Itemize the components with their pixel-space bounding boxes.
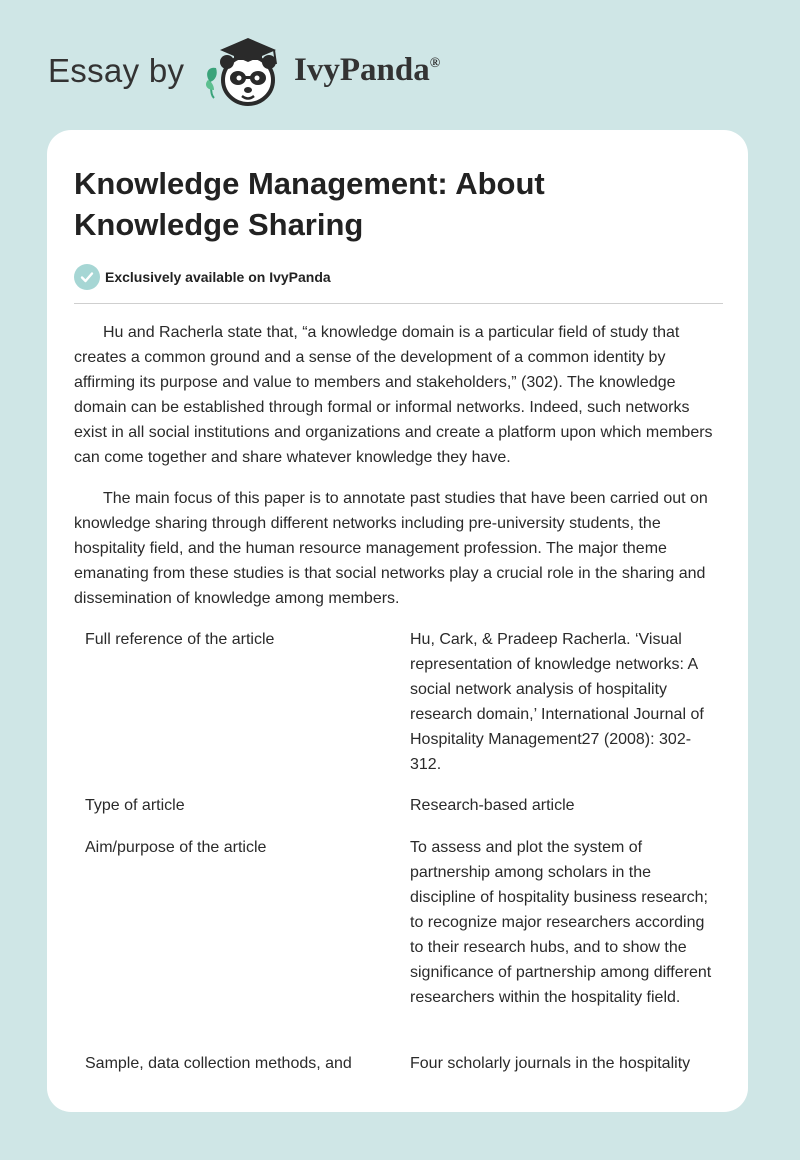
table-row-value: Research-based article — [410, 797, 575, 814]
registered-mark: ® — [429, 56, 441, 71]
essay-card — [47, 130, 748, 1112]
table-row-label: Aim/purpose of the article — [85, 839, 267, 856]
brand-name[interactable]: IvyPanda® — [294, 52, 441, 88]
check-circle-icon — [74, 264, 100, 290]
table-row-label: Full reference of the article — [85, 631, 275, 648]
table-row-label: Type of article — [85, 797, 185, 814]
table-row-value: To assess and plot the system of partnership among scholars in the discipline of hospitality business research; to recognize major researchers according to their research hubs, and to show the significance of partnership among different researchers within the hospitality field. — [410, 839, 712, 1006]
table-row-label: Sample, data collection methods, and — [85, 1055, 352, 1072]
page-title: Knowledge Management: About Knowledge Sharing — [74, 166, 545, 242]
paragraph-1: Hu and Racherla state that, “a knowledge domain is a particular field of study that creates a common ground and a sense of the development of a common identity by affirming its purpose and value to members and stakeholders,” (302). The knowledge domain can be established through formal or informal networks. Indeed, such networks exist in all social institutions and organizations and create a platform upon which members can come together and share whatever knowledge they have. — [74, 324, 713, 466]
paragraph-2: The main focus of this paper is to annotate past studies that have been carried out on knowledge sharing through different networks including pre-university students, the hospitality field, and the human resource management profession. The major theme emanating from these studies is that social networks play a crucial role in the sharing and dissemination of knowledge among members. — [74, 490, 708, 607]
panda-graduate-icon[interactable] — [200, 34, 290, 110]
essay-by-label: Essay by — [48, 52, 185, 89]
site-header — [48, 34, 488, 114]
table-row-value: Four scholarly journals in the hospitality — [410, 1055, 691, 1072]
exclusive-badge — [74, 263, 331, 291]
table-row-value: Hu, Cark, & Pradeep Racherla. ‘Visual representation of knowledge networks: A social network analysis of hospitality research domain,’ International Journal of Hospitality Management27 (2008): 302-312. — [410, 631, 704, 773]
divider — [74, 303, 723, 304]
badge-label: Exclusively available on IvyPanda — [105, 269, 331, 285]
